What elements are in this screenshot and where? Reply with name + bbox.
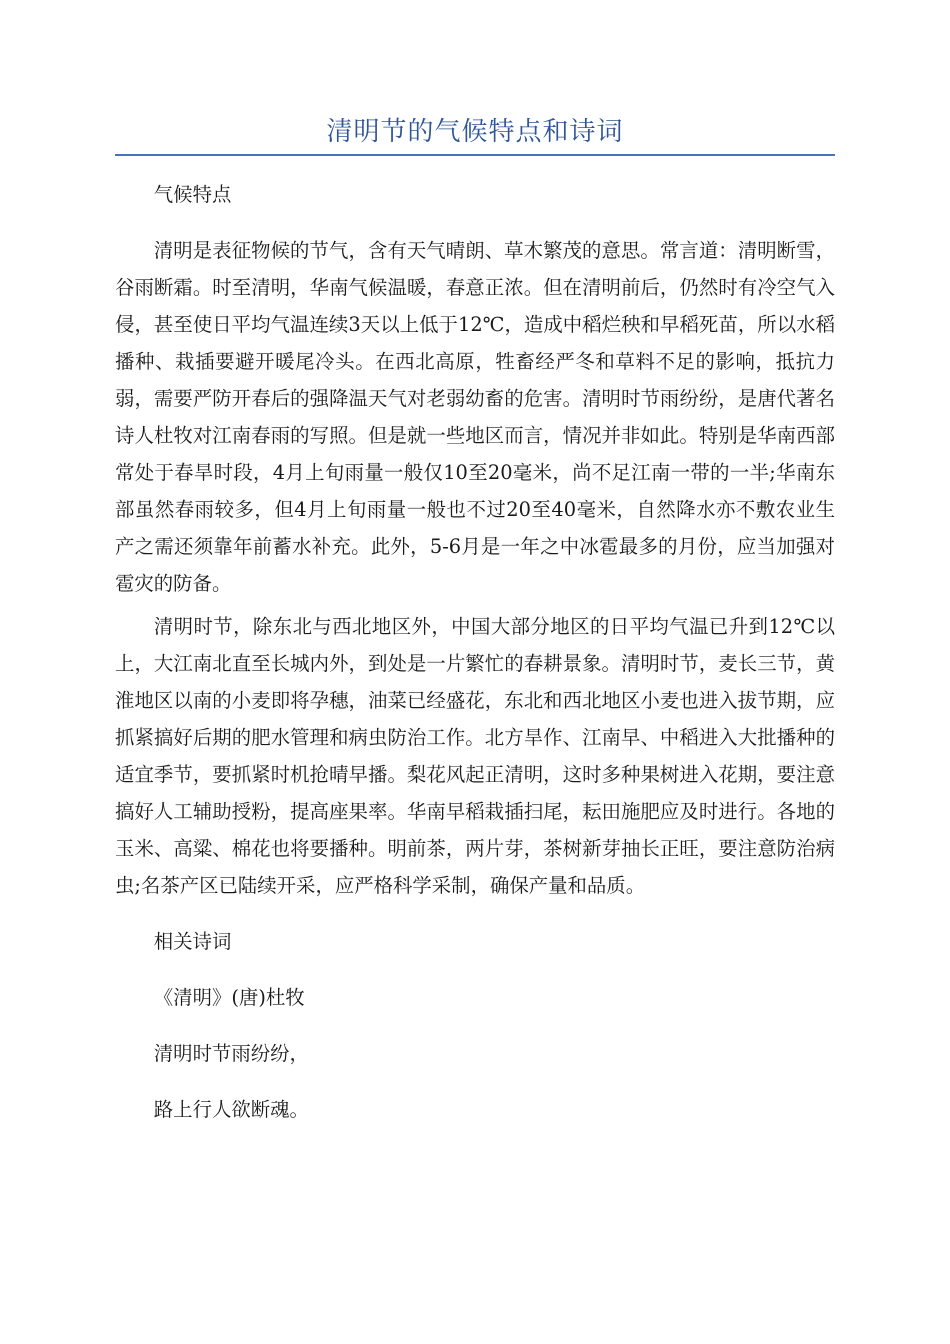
- poem-line-2: 路上行人欲断魂。: [153, 1098, 309, 1121]
- poem-title: 《清明》(唐)杜牧: [153, 986, 305, 1009]
- paragraph-climate-2: 清明时节，除东北与西北地区外，中国大部分地区的日平均气温已升到12℃以上，大江南北直至长城内外，到处是一片繁忙的春耕景象。清明时节，麦长三节，黄淮地区以南的小麦即将孕穗，油菜已经盛花，东北和西北地区小麦也进入拔节期，应抓紧搞好后期的肥水管理和病虫防治工作。北方旱作、江南早、中稻进入大批播种的适宜季节，要抓紧时机抢晴早播。梨花风起正清明，这时多种果树进入花期，要注意搞好人工辅助授粉，提高座果率。华南早稻栽插扫尾，耘田施肥应及时进行。各地的玉米、高粱、棉花也将要播种。明前茶，两片芽，茶树新芽抽长正旺，要注意防治病虫;名茶产区已陆续开采，应严格科学采制，确保产量和品质。: [115, 615, 835, 897]
- section-heading-poems: 相关诗词: [153, 930, 232, 953]
- paragraph-climate-1: 清明是表征物候的节气，含有天气晴朗、草木繁茂的意思。常言道：清明断雪，谷雨断霜。时至清明，华南气候温暖，春意正浓。但在清明前后，仍然时有冷空气入侵，甚至使日平均气温连续3天以上低于12℃，造成中稻烂秧和早稻死苗，所以水稻播种、栽插要避开暖尾冷头。在西北高原，牲畜经严冬和草料不足的影响，抵抗力弱，需要严防开春后的强降温天气对老弱幼畜的危害。清明时节雨纷纷，是唐代著名诗人杜牧对江南春雨的写照。但是就一些地区而言，情况并非如此。特别是华南西部常处于春旱时段，4月上旬雨量一般仅10至20毫米，尚不足江南一带的一半;华南东部虽然春雨较多，但4月上旬雨量一般也不过20至40毫米，自然降水亦不敷农业生产之需还须靠年前蓄水补充。此外，5-6月是一年之中冰雹最多的月份，应当加强对雹灾的防备。: [115, 239, 835, 595]
- page-title: 清明节的气候特点和诗词: [326, 117, 624, 147]
- poem-line-1: 清明时节雨纷纷，: [153, 1042, 309, 1065]
- document-body: [115, 176, 835, 1147]
- section-heading-climate: 气候特点: [153, 183, 232, 206]
- title-underline: [115, 154, 835, 156]
